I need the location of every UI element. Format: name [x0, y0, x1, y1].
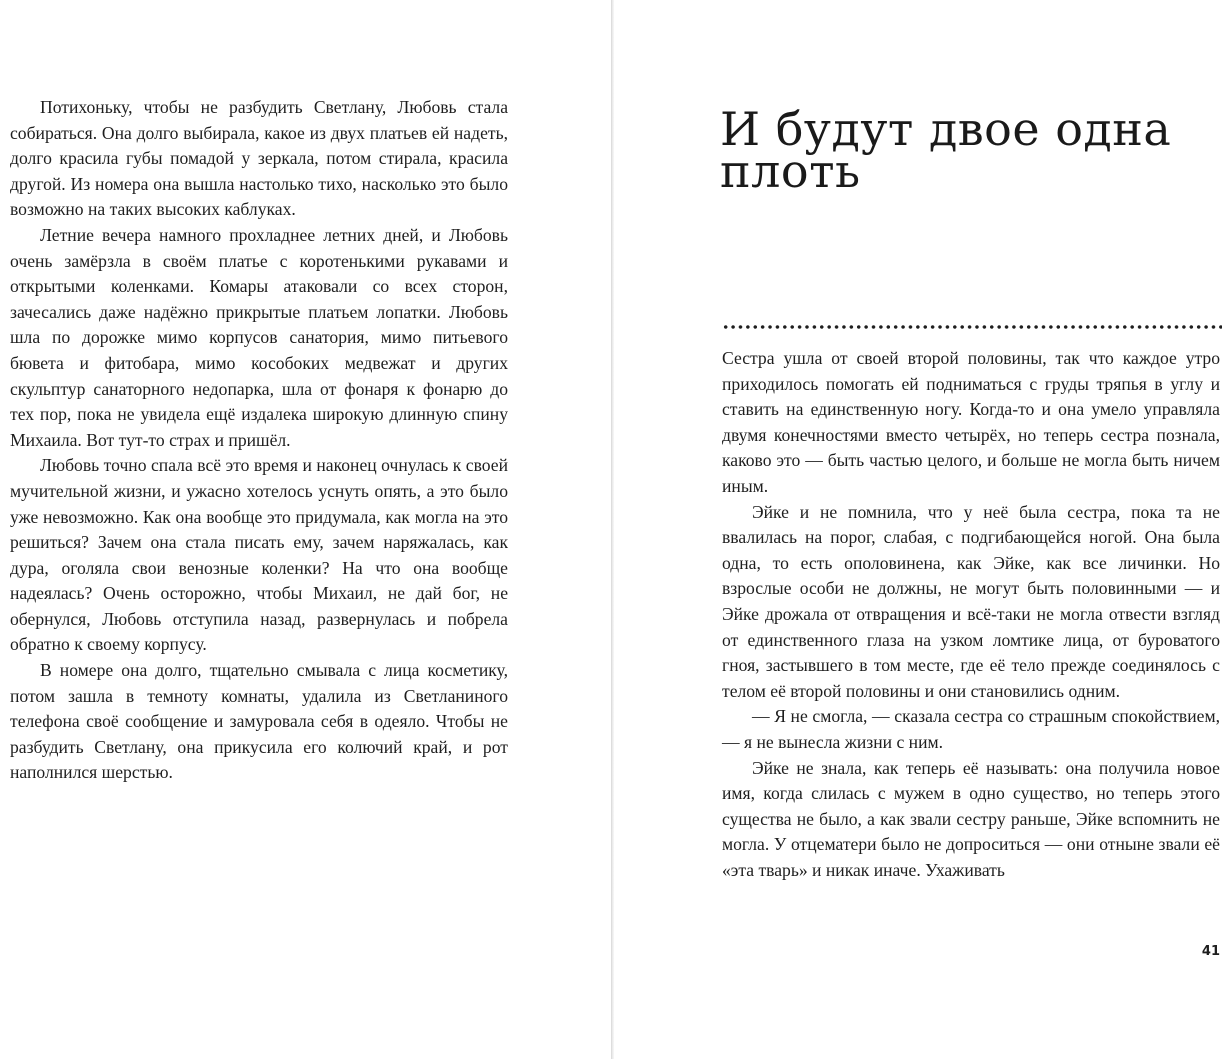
- left-page: [0, 0, 612, 1059]
- left-page-text: [10, 95, 508, 786]
- paragraph: В номере она долго, тщательно смывала с лица косметику, потом зашла в темноту комнаты, удалила из Светланиного телефона своё сообщение и замуровала себя в одеяло. Чтобы не разбудить Светлану, она прикусила его колючий край, и рот наполнился шерстью.: [10, 660, 508, 783]
- paragraph: — Я не смогла, — сказала сестра со страшным спокойствием, — я не вынесла жизни с ним.: [722, 706, 1220, 752]
- page-number: 41: [1201, 944, 1220, 959]
- paragraph: Сестра ушла от своей второй половины, так что каждое утро приходилось помогать ей подниматься с груды тряпья в углу и ставить на единственную ногу. Когда-то и она умело управляла двумя конечностями вместо четырёх, но теперь сестра познала, каково это — быть частью целого, и больше не могла быть ничем иным.: [722, 348, 1220, 496]
- chapter-title: И будут двое одна плоть: [720, 102, 1172, 198]
- paragraph: Любовь точно спала всё это время и наконец очнулась к своей мучительной жизни, и ужасно хотелось уснуть опять, а это было уже невозможно. Как она вообще это придумала, как могла на это решиться? Зачем она стала писать ему, зачем наряжалась, как дура, оголяла свои венозные коленки? На что она вообще надеялась? Очень осторожно, чтобы Михаил, не дай бог, не обернулся, Любовь отступила назад, развернулась и побрела обратно к своему корпусу.: [10, 455, 508, 655]
- paragraph: Эйке и не помнила, что у неё была сестра, пока та не ввалилась на порог, слабая, с подгибающейся ногой. Она была одна, то есть ополовинена, как Эйке, как все личинки. Но взрослые особи не должны, не могут быть половинными — и Эйке дрожала от отвращения и всё-таки не могла отвести взгляд от единственного глаза на узком ломтике лица, от буроватого гноя, застывшего в том месте, где её тело прежде соединялось с телом её второй половины и они становились одним.: [722, 501, 1220, 701]
- paragraph: Летние вечера намного прохладнее летних дней, и Любовь очень замёрзла в своём платье с коротенькими рукавами и открытыми коленками. Комары атаковали со всех сторон, зачесались даже надёжно прикрытые платьем лопатки. Любовь шла по дорожке мимо корпусов санатория, мимо питьевого бювета и фитобара, мимо кособоких медвежат и других скульптур санаторного недопарка, шла от фонаря к фонарю до тех пор, пока не увидела ещё издалека широкую длинную спину Михаила. Вот тут-то страх и пришёл.: [10, 224, 508, 450]
- dotted-divider: [722, 325, 1222, 329]
- right-page-text: [722, 346, 1220, 883]
- paragraph: Эйке не знала, как теперь её называть: она получила новое имя, когда слилась с мужем в одно существо, но теперь этого существа не было, а как звали сестру раньше, Эйке вспомнить не могла. У отцематери было не допроситься — они отныне звали её «эта тварь» и никак иначе. Ухаживать: [722, 757, 1220, 880]
- paragraph: Потихоньку, чтобы не разбудить Светлану, Любовь стала собираться. Она долго выбирала, какое из двух платьев ей надеть, долго красила губы помадой у зеркала, потом стирала, красила другой. Из номера она вышла настолько тихо, насколько это было возможно на таких высоких каблуках.: [10, 97, 508, 220]
